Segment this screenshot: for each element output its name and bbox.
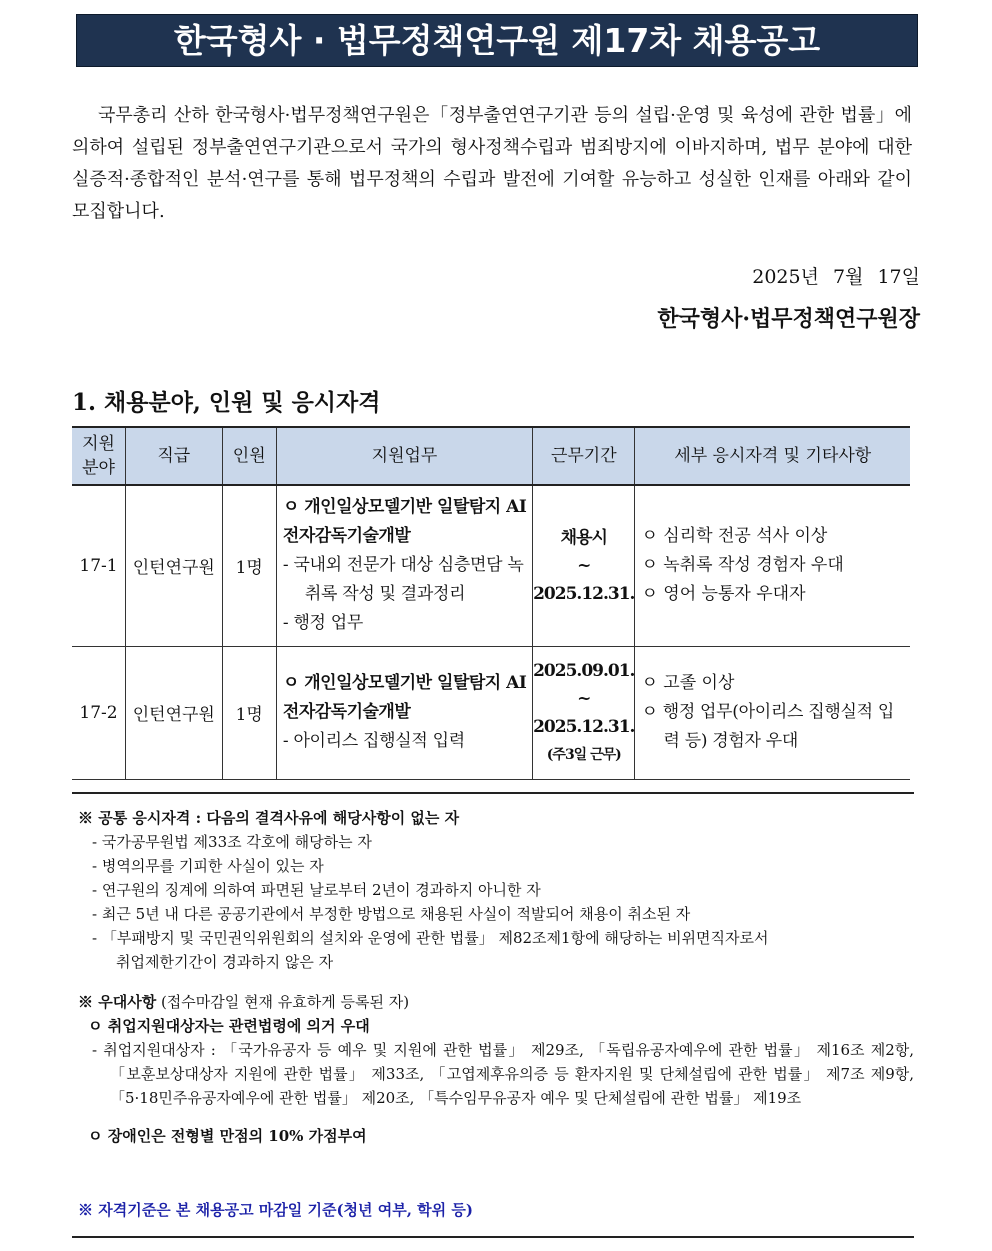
period-tilde: ~ [577,688,591,709]
issuer-name: 한국형사·법무정책연구원장 [657,306,920,332]
cell-position: 인턴연구원 [126,646,223,779]
common-qualification-heading: ※ 공통 응시자격 : 다음의 결격사유에 해당사항이 없는 자 [78,809,460,827]
qualification-item-continuation: 취업제한기간이 경과하지 않은 자 [116,953,334,971]
duty-title: ㅇ 개인일상모델기반 일탈탐지 AI 전자감독기술개발 [282,673,527,722]
period-start: 채용시 [560,527,607,548]
header-field [72,427,126,485]
preference-detail: - 취업지원대상자 : 「국가유공자 등 예우 및 지원에 관한 법률」 제29조, 「독립유공자예우에 관한 법률」 제16조 제2항, 「보훈보상대상자 지원에 관한 법률」 제33조, 「고엽제후유의증 등 환자지원 및 단체설립에 관한 법률」 제7조 제9항, 「5·18민주유공자예우에 관한 법률」 제20조, 「특수임무유공자 예우 및 단체설립에 관한 법률」 제19조 [92,1041,914,1107]
divider-bottom [72,1236,914,1238]
header-position: 직급 [126,427,223,485]
duty-title: ㅇ 개인일상모델기반 일탈탐지 AI 전자감독기술개발 [282,497,527,547]
cell-period [533,485,635,646]
cell-field: 17-1 [72,485,126,646]
criteria-note: ※ 자격기준은 본 채용공고 마감일 기준(청년 여부, 학위 등) [78,1201,473,1219]
period-note: (주3일 근무) [546,746,621,763]
cell-detail [635,646,910,779]
period-end: 2025.12.31. [533,583,635,604]
section-heading: 1. 채용분야, 인원 및 응시자격 [72,389,381,416]
detail-item: ㅇ 녹취록 작성 경험자 우대 [641,555,844,576]
cell-detail [635,485,910,646]
duty-item: - 행정 업무 [282,613,364,634]
qualification-item: - 국가공무원법 제33조 각호에 해당하는 자 [92,833,372,851]
preference-heading [78,990,914,1014]
detail-item: ㅇ 고졸 이상 [641,673,735,693]
notice-date: 2025년 7월 17일 [752,266,920,288]
table-row [72,485,910,646]
period-start: 2025.09.01. [533,660,635,681]
common-qualification-block [78,806,914,974]
preference-heading-note: (접수마감일 현재 유효하게 등록된 자) [156,993,410,1011]
preference-block [78,990,914,1148]
cell-position: 인턴연구원 [126,485,223,646]
duty-item: - 국내외 전문가 대상 심층면담 녹취록 작성 및 결과정리 [282,555,524,605]
header-duty: 지원업무 [276,427,532,485]
detail-item: ㅇ 행정 업무(아이리스 집행실적 입력 등) 경험자 우대 [641,702,894,751]
page-title: 한국형사 · 법무정책연구원 제17차 채용공고 [76,14,918,67]
criteria-note-block [78,1198,914,1222]
qualification-item: - 연구원의 징계에 의하여 파면된 날로부터 2년이 경과하지 아니한 자 [92,881,541,899]
table-header-row [72,427,910,485]
cell-period [533,646,635,779]
preference-heading-bold: ※ 우대사항 [78,993,157,1011]
cell-duty [276,646,532,779]
header-field-line2: 분야 [82,458,115,478]
period-tilde: ~ [577,555,591,576]
qualification-item: - 최근 5년 내 다른 공공기관에서 부정한 방법으로 채용된 사실이 적발되어 채용이 취소된 자 [92,905,691,923]
qualification-item: - 병역의무를 기피한 사실이 있는 자 [92,857,324,875]
header-detail: 세부 응시자격 및 기타사항 [635,427,910,485]
intro-paragraph: 국무총리 산하 한국형사·법무정책연구원은「정부출연연구기관 등의 설립·운영 및 육성에 관한 법률」에 의하여 설립된 정부출연연구기관으로서 국가의 형사정책수립과 범죄방지에 이바지하며, 법무 분야에 대한 실증적·종합적인 분석·연구를 통해 법무정책의 수립과 발전에 기여할 유능하고 성실한 인재를 아래와 같이 모집합니다. [72,105,912,222]
cell-count: 1명 [222,646,276,779]
detail-item: ㅇ 심리학 전공 석사 이상 [641,526,828,547]
qualification-item: - 「부패방지 및 국민권익위원회의 설치와 운영에 관한 법률」 제82조제1항에 해당하는 비위면직자로서 [92,929,769,947]
duty-item: - 아이리스 집행실적 입력 [282,731,465,751]
divider-top [72,792,914,794]
preference-bullet: ㅇ 취업지원대상자는 관련법령에 의거 우대 [88,1017,370,1035]
detail-item: ㅇ 영어 능통자 우대자 [641,584,806,605]
header-count: 인원 [222,427,276,485]
cell-duty [276,485,532,646]
period-end: 2025.12.31. [533,716,635,737]
recruitment-table [72,426,910,780]
cell-field: 17-2 [72,646,126,779]
preference-bullet: ㅇ 장애인은 전형별 만점의 10% 가점부여 [88,1127,367,1145]
header-field-line1: 지원 [82,434,115,454]
header-period: 근무기간 [533,427,635,485]
table-row [72,646,910,779]
cell-count: 1명 [222,485,276,646]
